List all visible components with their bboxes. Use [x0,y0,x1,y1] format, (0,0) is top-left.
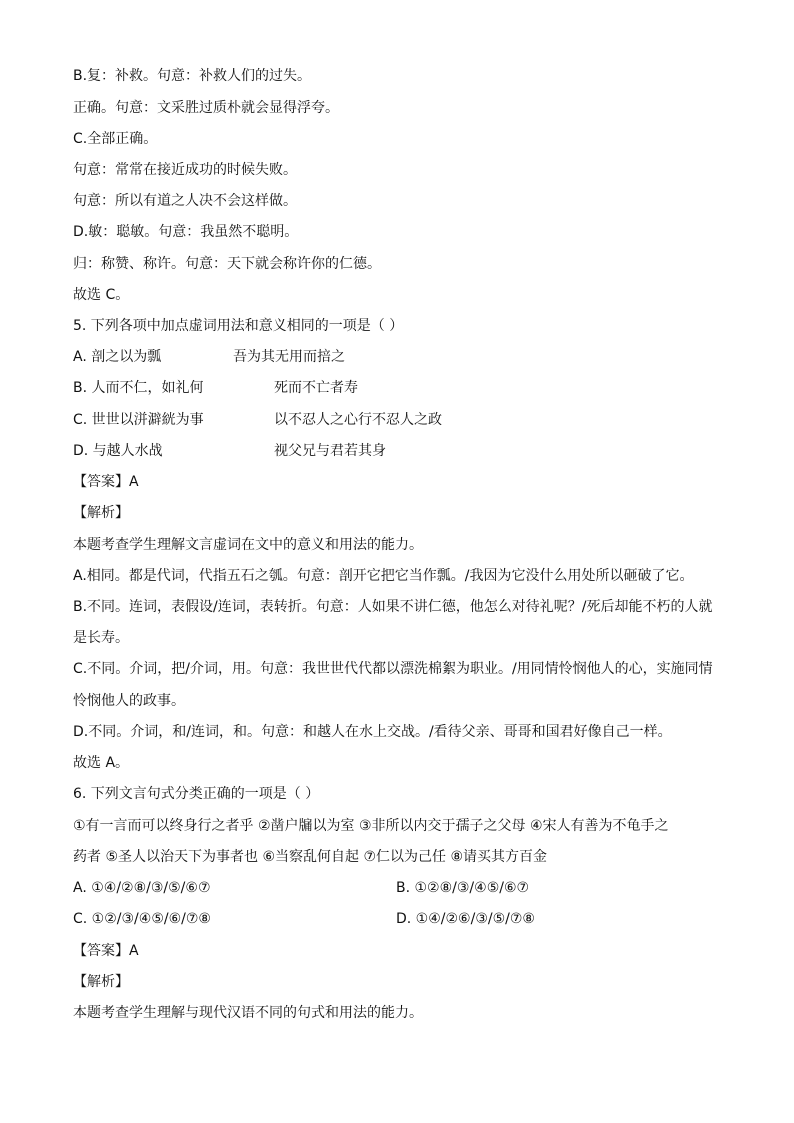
q5-analysis-label: 【解析】 [73,505,129,521]
text-line: B.复：补救。句意：补救人们的过失。 [73,68,312,84]
q6-option-a: A. ①④/②⑧/③/⑤/⑥⑦ [73,880,211,896]
text-line: 正确。句意：文采胜过质朴就会显得浮夸。 [73,100,339,116]
q6-analysis-line: 本题考查学生理解与现代汉语不同的句式和用法的能力。 [73,1005,423,1021]
question-5-stem: 5. 下列各项中加点虚词用法和意义相同的一项是（ ） [73,318,404,334]
q5-analysis-line: 本题考查学生理解文言虚词在文中的意义和用法的能力。 [73,537,423,553]
text-line: 句意：常常在接近成功的时候失败。 [73,162,297,178]
q6-items-line: 药者 ⑤圣人以治天下为事者也 ⑥当察乱何自起 ⑦仁以为己任 ⑧请买其方百金 [73,849,548,865]
q5-answer: 【答案】A [73,474,139,490]
text-line: 句意：所以有道之人决不会这样做。 [73,193,297,209]
q5-analysis-line: A.相同。都是代词，代指五石之瓠。句意：剖开它把它当作瓢。/我因为它没什么用处所以砸破了它。 [73,568,694,584]
q5-option-c-right: 以不忍人之心行不忍人之政 [274,412,442,428]
q6-answer: 【答案】A [73,943,139,959]
q5-analysis-line: C.不同。介词，把/介词，用。句意：我世世代代都以漂洗棉絮为职业。/用同情怜悯他人的心，实施同情 [73,661,713,677]
q5-analysis-line: 怜悯他人的政事。 [73,693,185,709]
q5-option-c-left: C. 世世以洴澼絖为事 [73,412,204,428]
text-line: D.敏：聪敏。句意：我虽然不聪明。 [73,224,299,240]
q6-option-c: C. ①②/③/④⑤/⑥/⑦⑧ [73,911,211,927]
text-line: 故选 C。 [73,287,130,303]
question-6-stem: 6. 下列文言句式分类正确的一项是（ ） [73,786,320,802]
q6-analysis-label: 【解析】 [73,974,129,990]
q6-option-d: D. ①④/②⑥/③/⑤/⑦⑧ [396,911,535,927]
q5-analysis-line: D.不同。介词，和/连词，和。句意：和越人在水上交战。/看待父亲、哥哥和国君好像自己一样。 [73,724,672,740]
q5-option-b-right: 死而不亡者寿 [274,380,358,396]
q5-analysis-line: 是长寿。 [73,630,129,646]
q6-items-line: ①有一言而可以终身行之者乎 ②凿户牖以为室 ③非所以内交于孺子之父母 ④宋人有善为不龟手之 [73,818,669,834]
q6-option-b: B. ①②⑧/③/④⑤/⑥⑦ [396,880,530,896]
q5-option-d-right: 视父兄与君若其身 [274,443,386,459]
q5-option-a-right: 吾为其无用而掊之 [233,349,345,365]
text-line: 归：称赞、称许。句意：天下就会称许你的仁德。 [73,256,381,272]
q5-option-a-left: A. 剖之以为瓢 [73,349,162,365]
q5-option-b-left: B. 人而不仁，如礼何 [73,380,204,396]
q5-option-d-left: D. 与越人水战 [73,443,163,459]
q5-analysis-line: B.不同。连词，表假设/连词，表转折。句意：人如果不讲仁德，他怎么对待礼呢？/死后却能不朽的人就 [73,599,713,615]
q5-analysis-line: 故选 A。 [73,755,130,771]
text-line: C.全部正确。 [73,131,158,147]
